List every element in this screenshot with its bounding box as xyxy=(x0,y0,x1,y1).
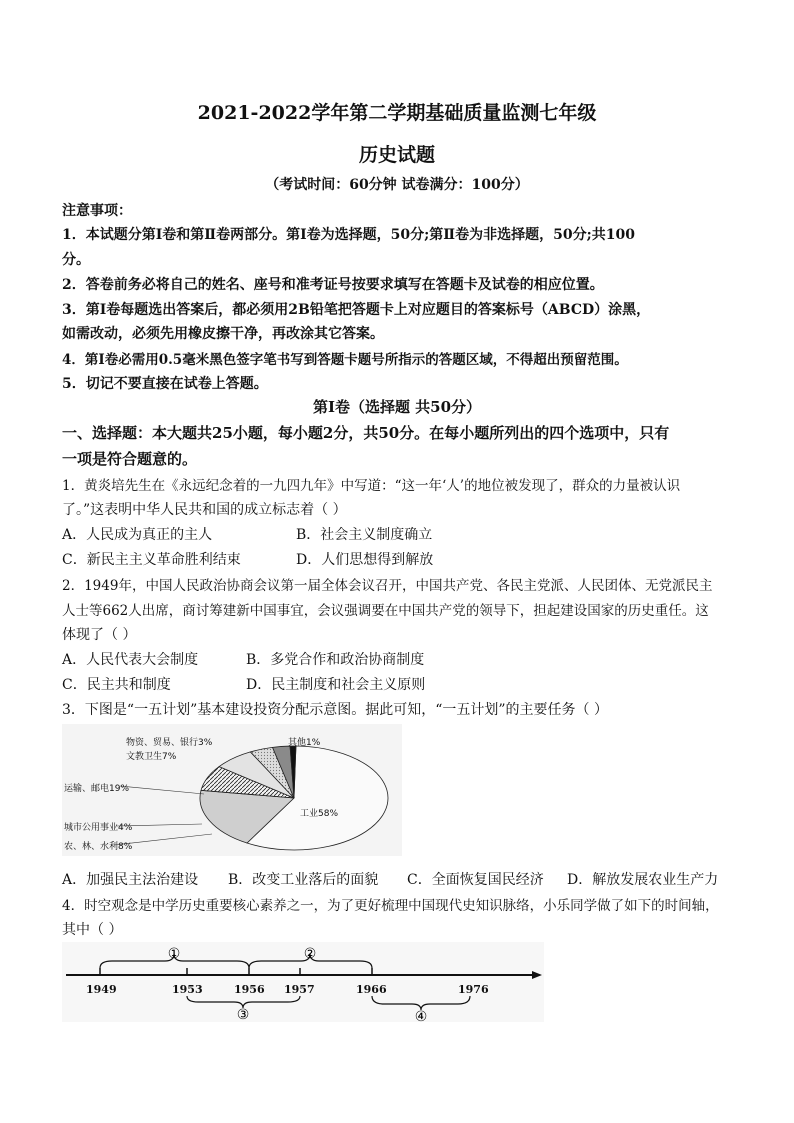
timeline-figure xyxy=(62,942,544,1022)
note-2: 2．答卷前务必将自己的姓名、座号和准考证号按要求填写在答题卡及试卷的相应位置。 xyxy=(62,277,604,293)
investment-pie-svg xyxy=(62,724,402,856)
pie-label-city: 城市公用事业4% xyxy=(64,823,133,833)
section-title: 第Ⅰ卷（选择题 共50分） xyxy=(312,398,482,416)
q1-option-b: B．社会主义制度确立 xyxy=(296,527,433,543)
q1-option-d: D．人们思想得到解放 xyxy=(296,552,434,568)
note-3-cont: 如需改动，必须先用橡皮擦干净，再改涂其它答案。 xyxy=(62,326,384,342)
marker-4: ④ xyxy=(414,1009,428,1022)
pie-label-agri: 农、林、水利8% xyxy=(64,842,133,852)
q2-option-a: A．人民代表大会制度 xyxy=(62,652,199,668)
note-3: 3．第Ⅰ卷每题选出答案后，都必须用2B铅笔把答题卡上对应题目的答案标号（ABCD）涂黑， xyxy=(62,302,651,318)
q3-option-c: C．全面恢复国民经济 xyxy=(407,872,544,888)
q3-option-a: A．加强民主法治建设 xyxy=(62,872,199,888)
year-1949: 1949 xyxy=(86,983,117,996)
q2-stem-1: 2．1949年，中国人民政治协商会议第一届全体会议召开，中国共产党、各民主党派、人民团体、无党派民主 xyxy=(62,578,713,594)
q1-stem-2: 了。”这表明中华人民共和国的成立标志着（ ） xyxy=(62,502,347,518)
marker-2: ② xyxy=(303,946,317,962)
q1-option-c: C．新民主主义革命胜利结束 xyxy=(62,552,241,568)
q2-option-d: D．民主制度和社会主义原则 xyxy=(246,677,426,693)
marker-1: ① xyxy=(167,946,181,962)
section-instruction-1: 一、选择题：本大题共25小题，每小题2分，共50分。在每小题所列出的四个选项中，只有 xyxy=(62,424,670,442)
investment-pie-figure xyxy=(62,724,402,856)
pie-label-transport: 运输、邮电19% xyxy=(64,784,130,794)
q4-stem-2: 其中（ ） xyxy=(62,922,123,938)
pie-label-other: 其他1% xyxy=(288,738,321,748)
pie-group xyxy=(200,746,388,850)
q2-option-c: C．民主共和制度 xyxy=(62,677,171,693)
q4-stem-1: 4．时空观念是中学历史重要核心素养之一，为了更好梳理中国现代史知识脉络，小乐同学做了如下的时间轴， xyxy=(62,898,719,914)
pie-label-culture: 文教卫生7% xyxy=(126,752,177,762)
q3-option-d: D．解放发展农业生产力 xyxy=(567,872,719,888)
year-1953: 1953 xyxy=(172,983,203,996)
year-1957: 1957 xyxy=(284,983,315,996)
q2-option-b: B．多党合作和政治协商制度 xyxy=(246,652,425,668)
exam-info: （考试时间：60分钟 试卷满分：100分） xyxy=(265,177,529,193)
pie-label-trade: 物资、贸易、银行3% xyxy=(126,738,213,748)
q3-stem: 3．下图是“一五计划”基本建设投资分配示意图。据此可知，“一五计划”的主要任务（ ） xyxy=(62,702,608,718)
q1-option-a: A．人民成为真正的主人 xyxy=(62,527,213,543)
q2-stem-3: 体现了（ ） xyxy=(62,627,137,643)
note-1: 1．本试题分第Ⅰ卷和第Ⅱ卷两部分。第Ⅰ卷为选择题，50分;第Ⅱ卷为非选择题，50分;共100 xyxy=(62,227,635,243)
timeline-svg xyxy=(62,942,544,1022)
note-1-cont: 分。 xyxy=(62,252,90,268)
year-1966: 1966 xyxy=(356,983,387,996)
exam-subject: 历史试题 xyxy=(358,144,435,166)
year-1956: 1956 xyxy=(234,983,265,996)
section-instruction-2: 一项是符合题意的。 xyxy=(62,450,198,468)
notes-heading: 注意事项： xyxy=(62,203,132,219)
exam-title: 2021-2022学年第二学期基础质量监测七年级 xyxy=(197,102,597,124)
note-4: 4．第Ⅰ卷必需用0.5毫米黑色签字笔书写到答题卡题号所指示的答题区域，不得超出预留范围。 xyxy=(62,352,628,368)
q1-stem-1: 1．黄炎培先生在《永远纪念着的一九四九年》中写道：“这一年‘人’的地位被发现了，群众的力量被认识 xyxy=(62,478,681,494)
marker-3: ③ xyxy=(236,1007,250,1022)
year-1976: 1976 xyxy=(458,983,489,996)
q2-stem-2: 人士等662人出席，商讨筹建新中国事宜，会议强调要在中国共产党的领导下，担起建设国家的历史重任。这 xyxy=(62,603,709,619)
pie-label-industry: 工业58% xyxy=(300,809,339,819)
q3-option-b: B．改变工业落后的面貌 xyxy=(228,872,379,888)
note-5: 5．切记不要直接在试卷上答题。 xyxy=(62,376,268,392)
